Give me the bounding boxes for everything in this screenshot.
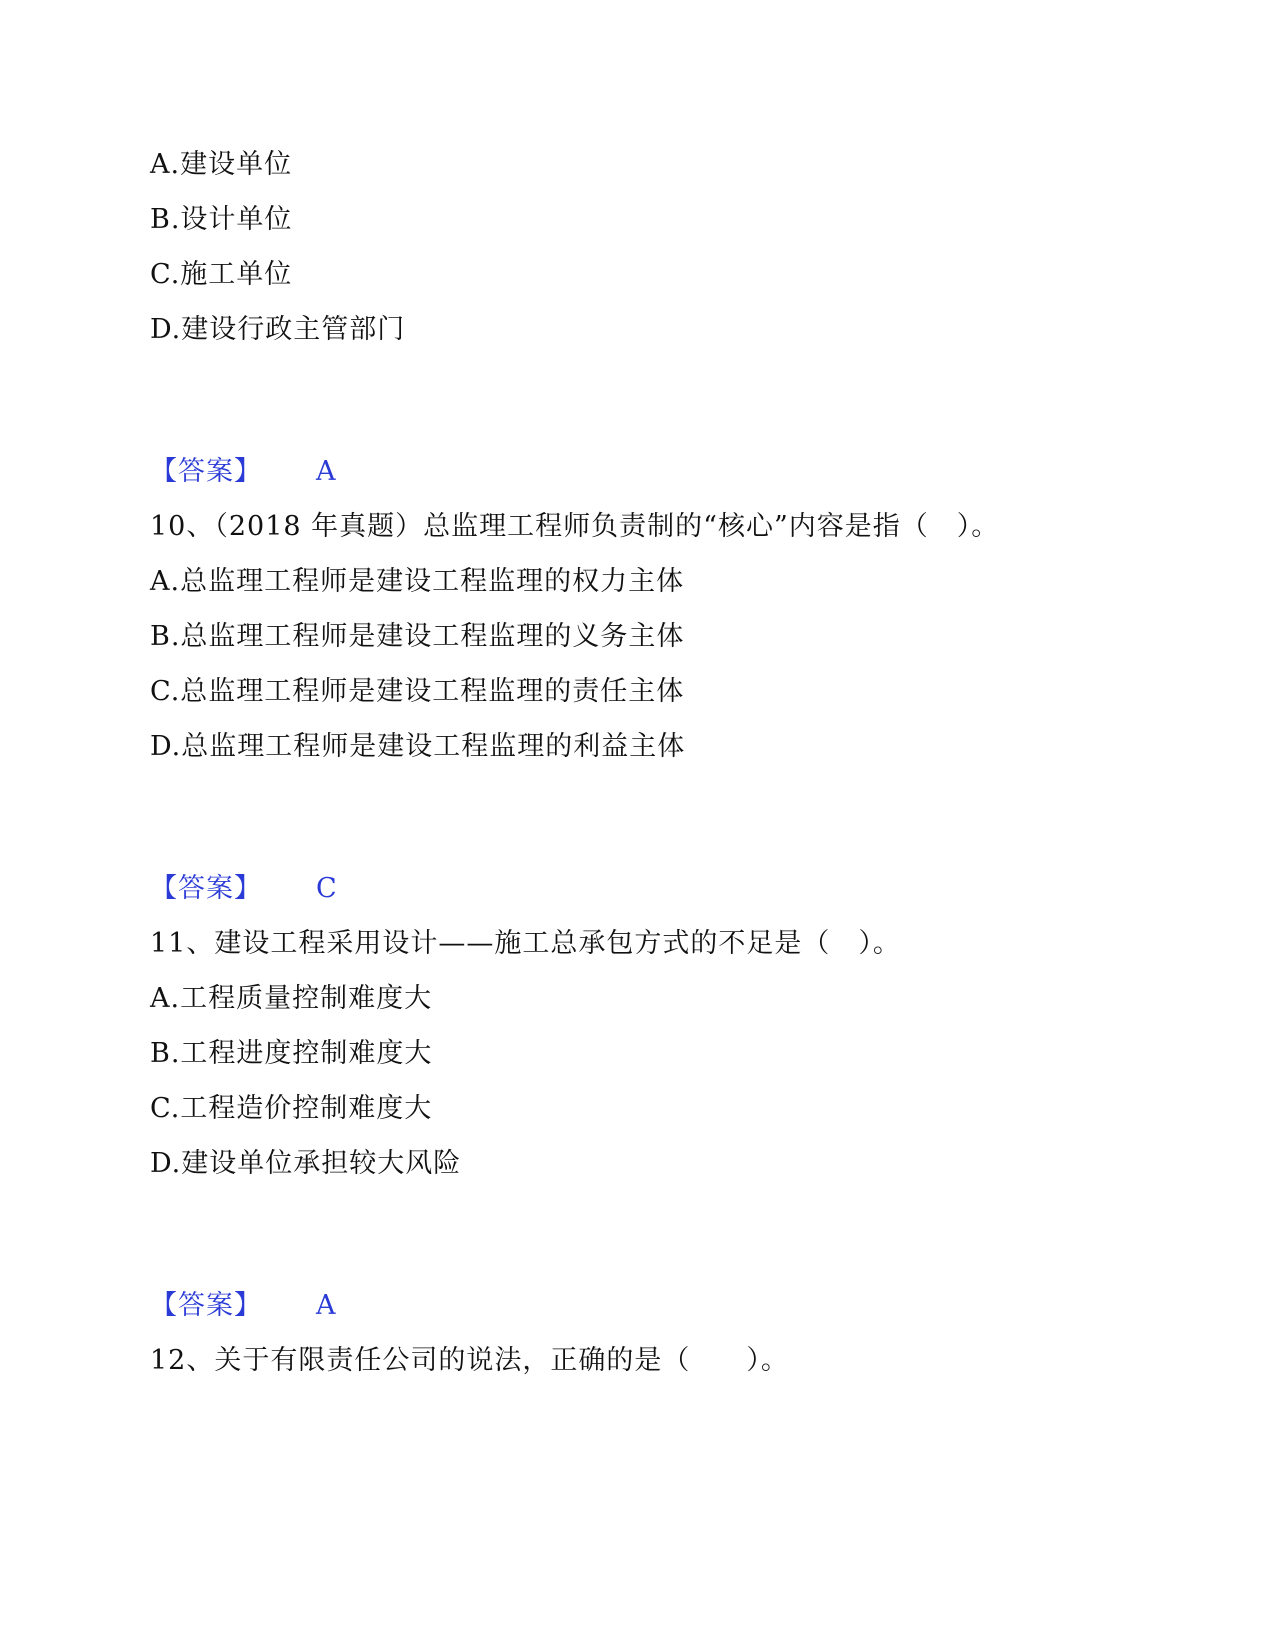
q10-option-c: C.总监理工程师是建设工程监理的责任主体 [150, 676, 685, 707]
q10-option-b: B.总监理工程师是建设工程监理的义务主体 [150, 621, 685, 652]
q11-option-a: A.工程质量控制难度大 [150, 983, 433, 1014]
q10-option-d: D.总监理工程师是建设工程监理的利益主体 [150, 731, 686, 762]
q11-question: 11、建设工程采用设计——施工总承包方式的不足是（ ）。 [150, 928, 901, 959]
q9-option-a: A.建设单位 [150, 149, 293, 180]
answer-label: 【答案】 [150, 456, 262, 487]
q10-option-a: A.总监理工程师是建设工程监理的权力主体 [150, 566, 685, 597]
q11-answer [150, 1289, 337, 1323]
q11-option-b: B.工程进度控制难度大 [150, 1038, 433, 1069]
q9-answer [150, 455, 337, 489]
answer-value: C [316, 873, 338, 904]
q10-answer [150, 872, 338, 906]
answer-value: A [316, 456, 337, 487]
answer-label: 【答案】 [150, 873, 262, 904]
q9-option-b: B.设计单位 [150, 204, 293, 235]
q11-option-d: D.建设单位承担较大风险 [150, 1148, 462, 1179]
q9-option-c: C.施工单位 [150, 259, 293, 290]
q9-option-d: D.建设行政主管部门 [150, 314, 406, 345]
answer-value: A [316, 1290, 337, 1321]
q10-question: 10、（2018 年真题）总监理工程师负责制的“核心”内容是指（ ）。 [150, 511, 1000, 542]
q11-option-c: C.工程造价控制难度大 [150, 1093, 433, 1124]
answer-label: 【答案】 [150, 1290, 262, 1321]
q12-question: 12、关于有限责任公司的说法，正确的是（ ）。 [150, 1345, 789, 1376]
